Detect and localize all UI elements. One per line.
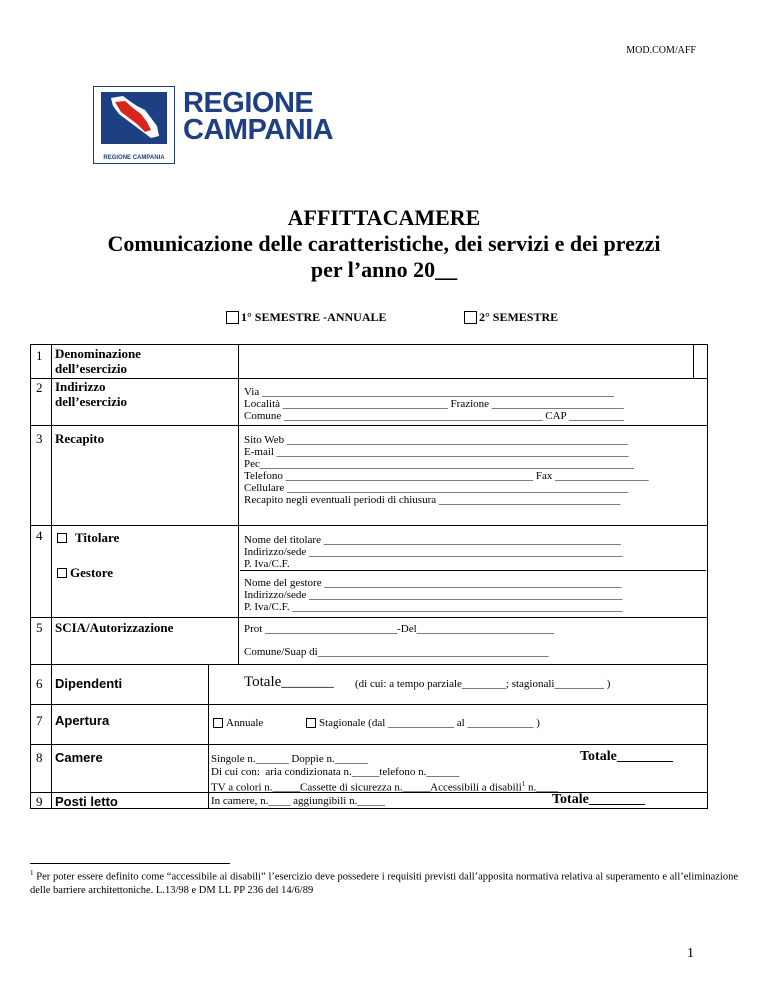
- row-divider: [30, 378, 708, 379]
- denominazione-input[interactable]: [240, 346, 692, 376]
- field-telefono-fax[interactable]: Telefono _____________________________________________ Fax _________________: [244, 470, 649, 482]
- annuale-checkbox[interactable]: [213, 718, 223, 728]
- row-number: 5: [36, 620, 43, 635]
- field-cellulare[interactable]: Cellulare ______________________________________________________________: [244, 482, 629, 494]
- field-via[interactable]: Via ________________________________________________________________: [244, 386, 614, 398]
- field-sito-web[interactable]: Sito Web ______________________________________________________________: [244, 434, 628, 446]
- row-divider: [30, 744, 708, 745]
- table-right-border: [707, 344, 708, 808]
- row-number: 6: [36, 676, 43, 691]
- row-number: 8: [36, 750, 43, 765]
- regione-campania-logo: [93, 86, 334, 162]
- label-column-border-lower: [208, 664, 209, 808]
- field-nome-gestore[interactable]: Nome del gestore ______________________________________________________: [244, 577, 622, 589]
- option-stagionale[interactable]: Stagionale (dal ____________ al ____________ ): [306, 717, 540, 729]
- field-posti-letto[interactable]: In camere, n.____ aggiungibili n._____: [211, 795, 385, 807]
- footnote: $^1$ Per poter essere definito come “accessibile ai disabili” l’esercizio deve possedere i requisiti previsti dall’apposita normativa relativa al superamento e all’eliminazione delle barriere architettoniche. L.13/98 e DM LL PP 236 del 14/6/89: [30, 869, 738, 896]
- gestore-checkbox[interactable]: [57, 568, 67, 578]
- logo-wordmark: [183, 87, 334, 146]
- option-titolare[interactable]: Titolare: [57, 530, 119, 545]
- field-prot-del[interactable]: Prot ________________________-Del_________________________: [244, 623, 555, 635]
- titolare-checkbox[interactable]: [57, 533, 67, 543]
- field-singole-doppie[interactable]: Singole n.______ Doppie n.______: [211, 753, 368, 765]
- label-apertura: Apertura: [55, 713, 110, 728]
- logo-line1: REGIONE: [183, 87, 314, 119]
- field-aria-telefono[interactable]: Di cui con: aria condizionata n._____telefono n.______: [211, 766, 460, 778]
- field-nome-titolare[interactable]: Nome del titolare ______________________________________________________: [244, 534, 621, 546]
- denominazione-inner-border: [693, 344, 694, 378]
- semester-2-checkbox[interactable]: [464, 311, 477, 324]
- field-dipendenti-dettaglio[interactable]: (di cui: a tempo parziale________; stagionali_________ ): [355, 678, 611, 690]
- row-number: 1: [36, 348, 43, 363]
- row-divider: [30, 525, 708, 526]
- row-divider: [30, 425, 708, 426]
- row-divider: [30, 617, 708, 618]
- field-camere-totale[interactable]: Totale________: [580, 749, 673, 764]
- field-localita-frazione[interactable]: Località ______________________________ Frazione ________________________: [244, 398, 624, 410]
- field-pec[interactable]: Pec____________________________________________________________________: [244, 458, 634, 470]
- footnote-separator: [30, 863, 230, 864]
- doc-title: AFFITTACAMERE: [287, 205, 481, 230]
- option-annuale[interactable]: Annuale: [213, 717, 263, 729]
- page-number: 1: [687, 946, 694, 961]
- row-divider: [30, 704, 708, 705]
- field-indirizzo-gestore[interactable]: Indirizzo/sede _________________________________________________________: [244, 589, 623, 601]
- table-bottom-border: [30, 808, 708, 809]
- field-comune-cap[interactable]: Comune _______________________________________________ CAP __________: [244, 410, 625, 422]
- label-posti-letto: Posti letto: [55, 794, 118, 809]
- row-number: 9: [36, 794, 43, 809]
- semester-2-option[interactable]: [464, 310, 558, 325]
- row-number: 4: [36, 528, 43, 543]
- form-code: MOD.COM/AFF: [626, 45, 696, 56]
- option-gestore[interactable]: Gestore: [57, 565, 113, 580]
- field-posti-letto-totale[interactable]: Totale________: [552, 792, 645, 807]
- label-column-border: [238, 344, 239, 664]
- footnote-ref: 1: [521, 780, 526, 788]
- field-piva-gestore[interactable]: P. Iva/C.F. ____________________________________________________________: [244, 601, 623, 613]
- doc-subtitle-line1: Comunicazione delle caratteristiche, dei servizi e dei prezzi: [107, 231, 661, 256]
- doc-subtitle-line2: per l’anno 20__: [310, 257, 458, 282]
- semester-2-label: 2° SEMESTRE: [479, 310, 559, 324]
- row-number: 3: [36, 431, 43, 446]
- row-number: 7: [36, 713, 43, 728]
- logo-caption: REGIONE CAMPANIA: [103, 155, 165, 161]
- field-recapito-chiusura[interactable]: Recapito negli eventuali periodi di chiusura _________________________________: [244, 494, 621, 506]
- label-scia: SCIA/Autorizzazione: [55, 620, 174, 635]
- field-email[interactable]: E-mail ________________________________________________________________: [244, 446, 629, 458]
- row-number: 2: [36, 380, 43, 395]
- logo-emblem: [93, 86, 175, 164]
- label-dipendenti: Dipendenti: [55, 676, 123, 691]
- label-indirizzo: Indirizzo dell’esercizio: [55, 379, 127, 409]
- field-piva-titolare[interactable]: P. Iva/C.F.: [244, 558, 290, 570]
- num-column-border: [51, 344, 52, 808]
- semester-1-checkbox[interactable]: [226, 311, 239, 324]
- semester-1-label: 1° SEMESTRE -ANNUALE: [241, 310, 387, 324]
- stagionale-checkbox[interactable]: [306, 718, 316, 728]
- campania-map-icon: [101, 92, 167, 144]
- logo-line2: CAMPANIA: [183, 114, 334, 146]
- label-denominazione: Denominazione dell’esercizio: [55, 346, 141, 376]
- field-tv-cassette-accessibili[interactable]: TV a colori n._____Cassette di sicurezza n._____Accessibili a disabili$^1$ n.____: [211, 780, 559, 794]
- table-left-border: [30, 344, 31, 808]
- semester-1-option[interactable]: [226, 310, 387, 325]
- field-comune-suap[interactable]: Comune/Suap di__________________________________________: [244, 646, 549, 658]
- field-indirizzo-titolare[interactable]: Indirizzo/sede _________________________________________________________: [244, 546, 623, 558]
- label-camere: Camere: [55, 750, 103, 765]
- field-dipendenti-totale[interactable]: Totale_______: [244, 674, 334, 690]
- titolare-gestore-divider: [240, 570, 706, 571]
- label-recapito: Recapito: [55, 431, 105, 446]
- row-divider: [30, 664, 708, 665]
- table-top-border: [30, 344, 708, 345]
